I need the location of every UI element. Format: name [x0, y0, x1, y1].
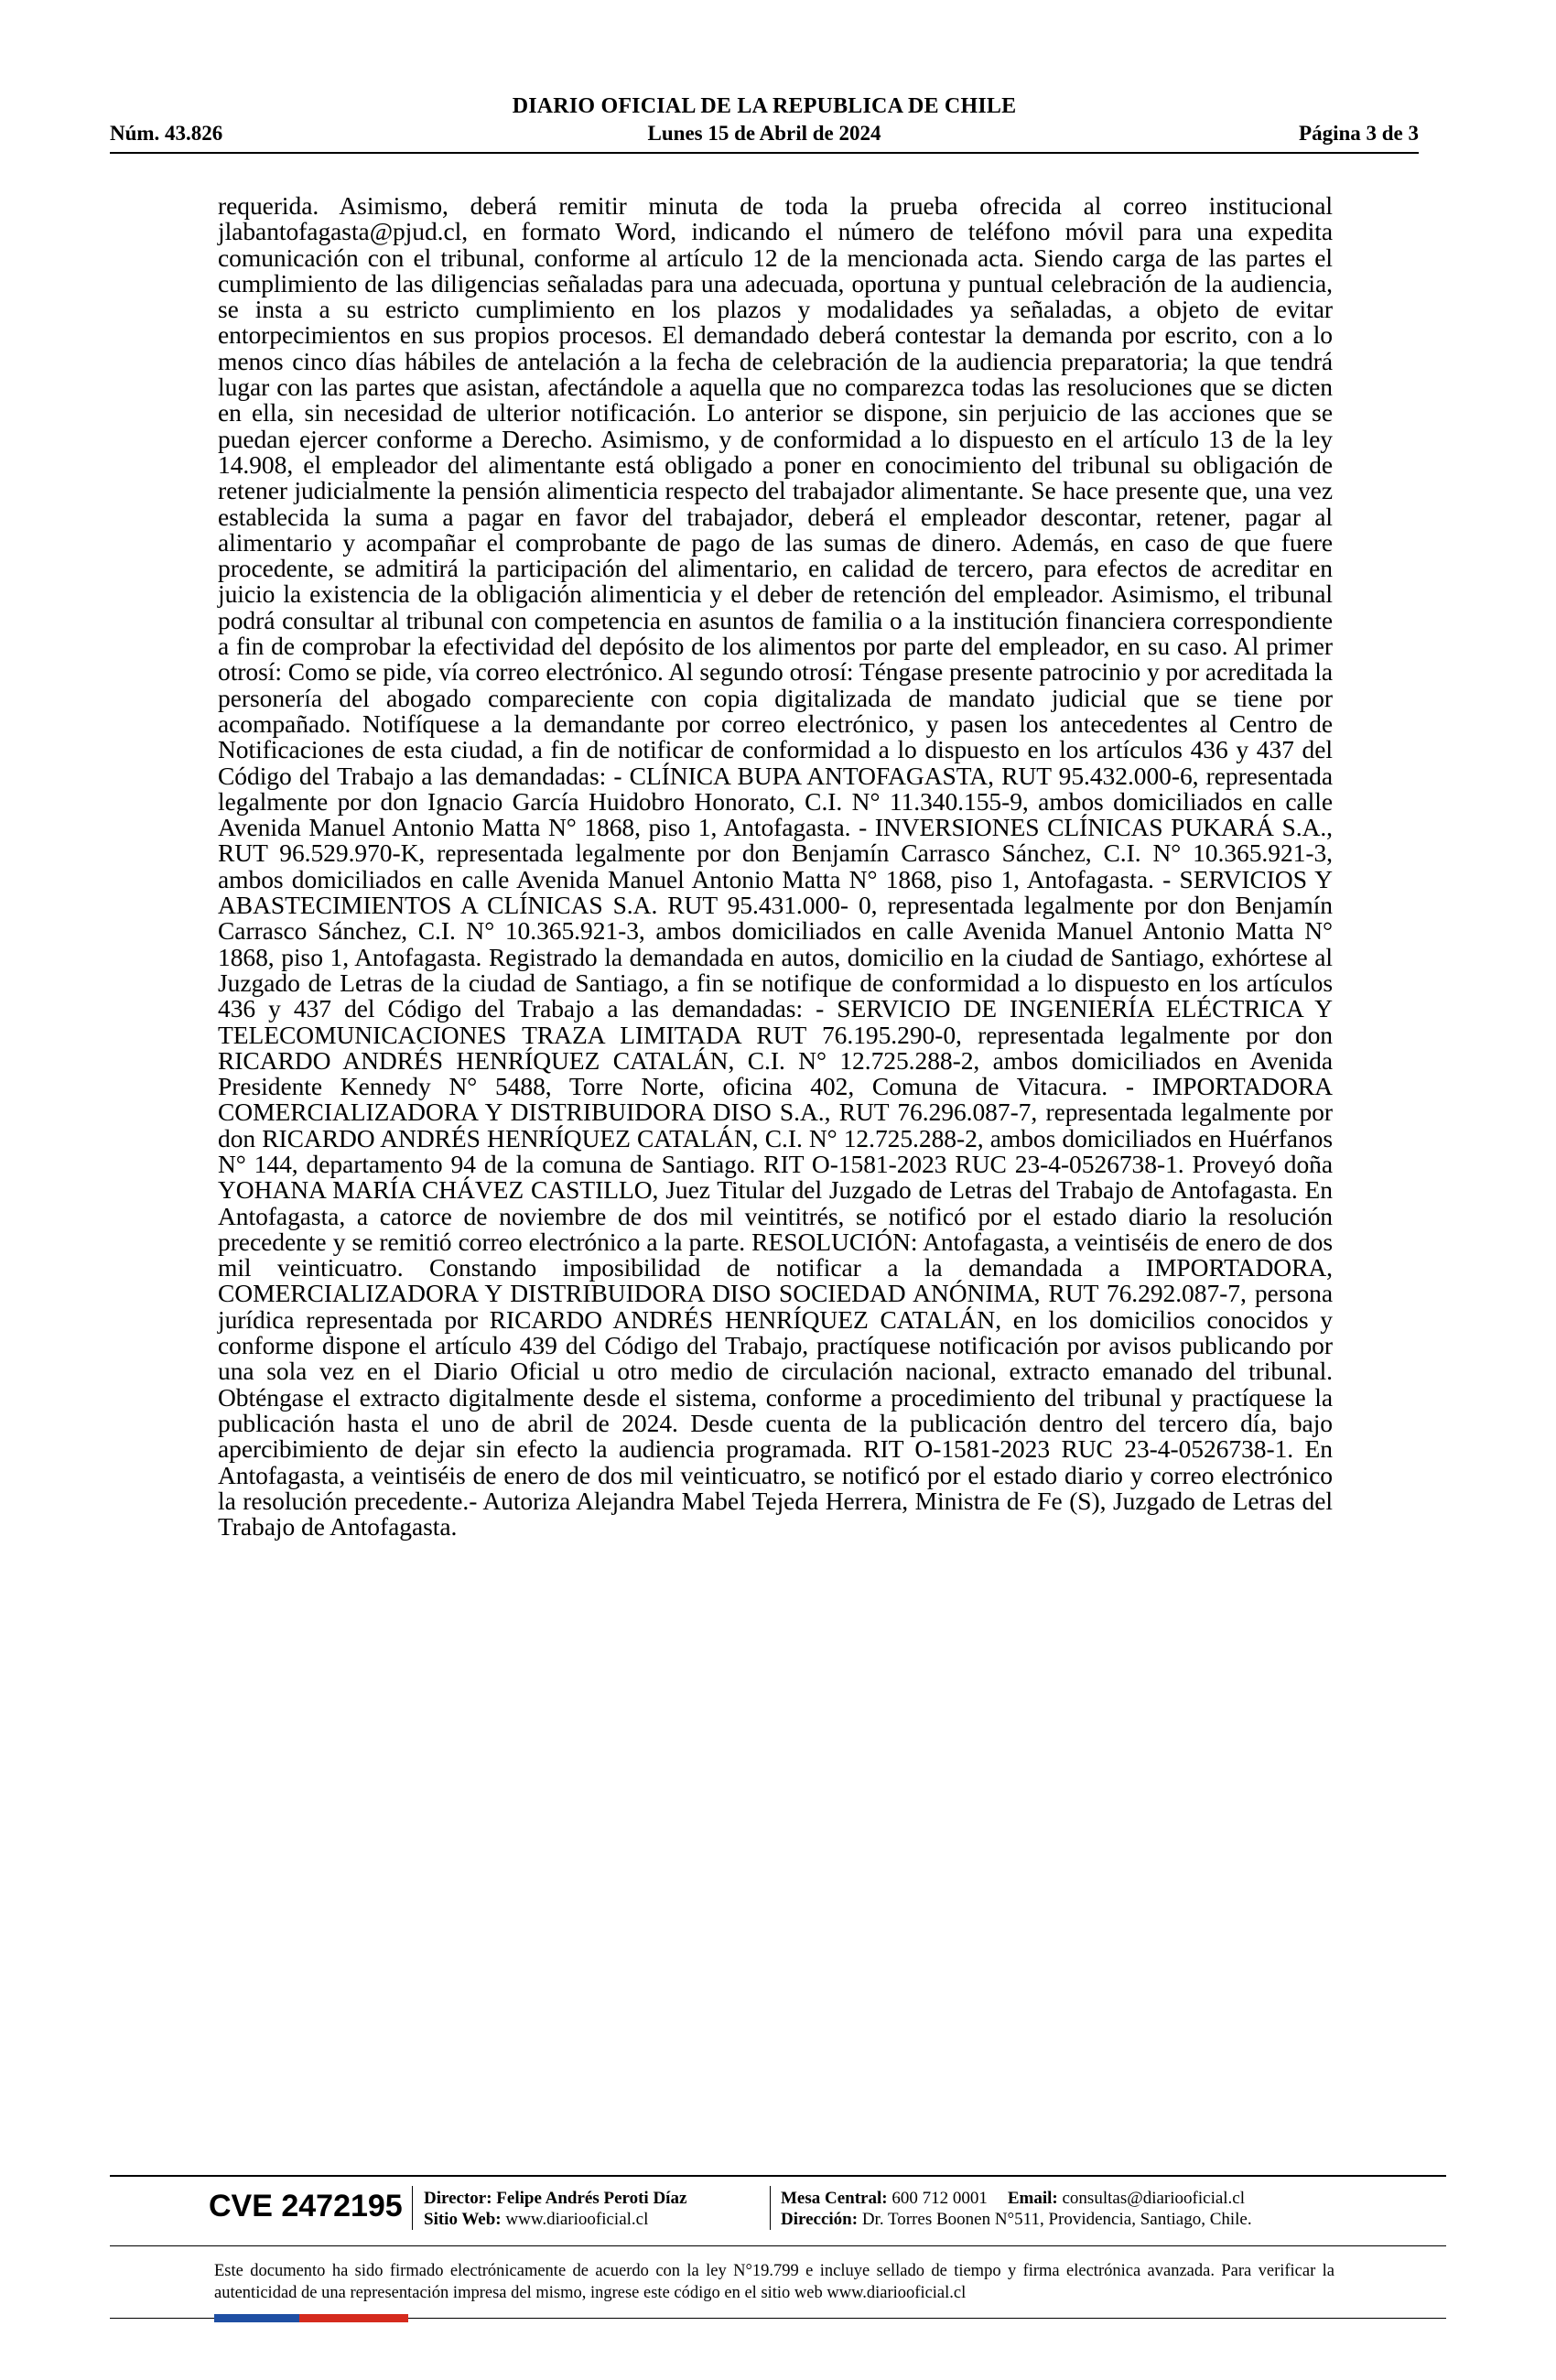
address-text: Dr. Torres Boonen N°511, Providencia, Santiago, Chile.	[861, 2210, 1252, 2229]
director-label: Director:	[424, 2189, 492, 2208]
body-paragraph: requerida. Asimismo, deberá remitir minuta de toda la prueba ofrecida al correo institucional jlabantofagasta@pjud.cl, en formato Word, indicando el número de teléfono móvil para una expedita comunicación con el tribunal, conforme al artículo 12 de la mencionada acta. Siendo carga de las partes el cumplimiento de las diligencias señaladas para una adecuada, oportuna y puntual celebración de la audiencia, se insta a su estricto cumplimiento en los plazos y modalidades ya señaladas, a objeto de evitar entorpecimientos en sus propios procesos. El demandado deberá contestar la demanda por escrito, con a lo menos cinco días hábiles de antelación a la fecha de celebración de la audiencia preparatoria; la que tendrá lugar con las partes que asistan, afectándole a aquella que no comparezca todas las resoluciones que se dicten en ella, sin necesidad de ulterior notificación. Lo anterior se dispone, sin perjuicio de las acciones que se puedan ejercer conforme a Derecho. Asimismo, y de conformidad a lo dispuesto en el artículo 13 de la ley 14.908, el empleador del alimentante está obligado a poner en conocimiento del tribunal su obligación de retener judicialmente la pensión alimenticia respecto del trabajador alimentante. Se hace presente que, una vez establecida la suma a pagar en favor del trabajador, deberá el empleador descontar, retener, pagar al alimentario y acompañar el comprobante de pago de las sumas de dinero. Además, en caso de que fuere procedente, se admitirá la participación del alimentario, en calidad de tercero, para efectos de acreditar en juicio la existencia de la obligación alimenticia y el deber de retención del empleador. Asimismo, el tribunal podrá consultar al tribunal con competencia en asuntos de familia o a la institución financiera correspondiente a fin de comprobar la efectividad del depósito de los alimentos por parte del empleador, en su caso. Al primer otrosí: Como se pide, vía correo electrónico. Al segundo otrosí: Téngase presente patrocinio y por acreditada la personería del abogado compareciente con copia digitalizada de mandato judicial que se tiene por acompañado. Notifíquese a la demandante por correo electrónico, y pasen los antecedentes al Centro de Notificaciones de esta ciudad, a fin de notificar de conformidad a lo dispuesto en los artículos 436 y 437 del Código del Trabajo a las demandadas: - CLÍNICA BUPA ANTOFAGASTA, RUT 95.432.000-6, representada legalmente por don Ignacio García Huidobro Honorato, C.I. N° 11.340.155-9, ambos domiciliados en calle Avenida Manuel Antonio Matta N° 1868, piso 1, Antofagasta. - INVERSIONES CLÍNICAS PUKARÁ S.A., RUT 96.529.970-K, representada legalmente por don Benjamín Carrasco Sánchez, C.I. N° 10.365.921-3, ambos domiciliados en calle Avenida Manuel Antonio Matta N° 1868, piso 1, Antofagasta. - SERVICIOS Y ABASTECIMIENTOS A CLÍNICAS S.A. RUT 95.431.000- 0, representada legalmente por don Benjamín Carrasco Sánchez, C.I. N° 10.365.921-3, ambos domiciliados en calle Avenida Manuel Antonio Matta N° 1868, piso 1, Antofagasta. Registrado la demandada en autos, domicilio en la ciudad de Santiago, exhórtese al Juzgado de Letras de la ciudad de Santiago, a fin se notifique de conformidad a lo dispuesto en los artículos 436 y 437 del Código del Trabajo a las demandadas: - SERVICIO DE INGENIERÍA ELÉCTRICA Y TELECOMUNICACIONES TRAZA LIMITADA RUT 76.195.290-0, representada legalmente por don RICARDO ANDRÉS HENRÍQUEZ CATALÁN, C.I. N° 12.725.288-2, ambos domiciliados en Avenida Presidente Kennedy N° 5488, Torre Norte, oficina 402, Comuna de Vitacura. - IMPORTADORA COMERCIALIZADORA Y DISTRIBUIDORA DISO S.A., RUT 76.296.087-7, representada legalmente por don RICARDO ANDRÉS HENRÍQUEZ CATALÁN, C.I. N° 12.725.288-2, ambos domiciliados en Huérfanos N° 144, departamento 94 de la comuna de Santiago. RIT O-1581-2023 RUC 23-4-0526738-1. Proveyó doña YOHANA MARÍA CHÁVEZ CASTILLO, Juez Titular del Juzgado de Letras del Trabajo de Antofagasta. En Antofagasta, a catorce de noviembre de dos mil veintitrés, se notificó por el estado diario la resolución precedente y se remitió correo electrónico a la parte. RESOLUCIÓN: Antofagasta, a veintiséis de enero de dos mil veinticuatro. Constando imposibilidad de notificar a la demandada a IMPORTADORA, COMERCIALIZADORA Y DISTRIBUIDORA DISO SOCIEDAD ANÓNIMA, RUT 76.292.087-7, persona jurídica representada por RICARDO ANDRÉS HENRÍQUEZ CATALÁN, en los domicilios conocidos y conforme dispone el artículo 439 del Código del Trabajo, practíquese notificación por avisos publicando por una sola vez en el Diario Oficial u otro medio de circulación nacional, extracto emanado del tribunal. Obténgase el extracto digitalmente desde el sistema, conforme a procedimiento del tribunal y practíquese la publicación hasta el uno de abril de 2024. Desde cuenta de la publicación dentro del tercero día, bajo apercibimiento de dejar sin efecto la audiencia programada. RIT O-1581-2023 RUC 23-4-0526738-1. En Antofagasta, a veintiséis de enero de dos mil veinticuatro, se notificó por el estado diario y correo electrónico la resolución precedente.- Autoriza Alejandra Mabel Tejeda Herrera, Ministra de Fe (S), Juzgado de Letras del Trabajo de Antofagasta.	[218, 191, 1333, 1542]
signature-note: Este documento ha sido firmado electrónicamente de acuerdo con la ley N°19.799 e incluye sellado de tiempo y firma electrónica avanzada. Para verificar la autenticidad de una representación impresa del mismo, ingrese este código en el sitio web www.diariooficial.cl	[214, 2262, 1334, 2302]
footer-divider-top	[110, 2175, 1446, 2177]
footer-contact-right	[781, 2188, 1252, 2230]
flag-red-segment	[299, 2314, 408, 2322]
footer-separator	[770, 2186, 771, 2230]
issue-date: Lunes 15 de Abril de 2024	[647, 122, 881, 145]
website-label: Sitio Web:	[424, 2210, 502, 2229]
issue-number: Núm. 43.826	[110, 122, 223, 145]
footer-contact-left	[424, 2188, 686, 2230]
phone-number: 600 712 0001	[891, 2189, 988, 2208]
phone-label: Mesa Central:	[781, 2189, 888, 2208]
footer-separator	[412, 2186, 413, 2230]
address-label: Dirección:	[781, 2210, 859, 2229]
director-name: Felipe Andrés Peroti Díaz	[496, 2189, 687, 2208]
website-link[interactable]: www.diariooficial.cl	[505, 2210, 649, 2229]
cve-code: CVE 2472195	[209, 2189, 403, 2223]
header-divider	[110, 152, 1419, 154]
footer-divider-middle	[110, 2245, 1446, 2246]
page-footer	[110, 2175, 1446, 2331]
email-link[interactable]: consultas@diariooficial.cl	[1062, 2189, 1246, 2208]
newspaper-title: DIARIO OFICIAL DE LA REPUBLICA DE CHILE	[512, 94, 1017, 118]
email-label: Email:	[1007, 2189, 1058, 2208]
chile-flag-stripe	[214, 2314, 408, 2322]
page-indicator: Página 3 de 3	[1299, 122, 1419, 145]
flag-blue-segment	[214, 2314, 299, 2322]
